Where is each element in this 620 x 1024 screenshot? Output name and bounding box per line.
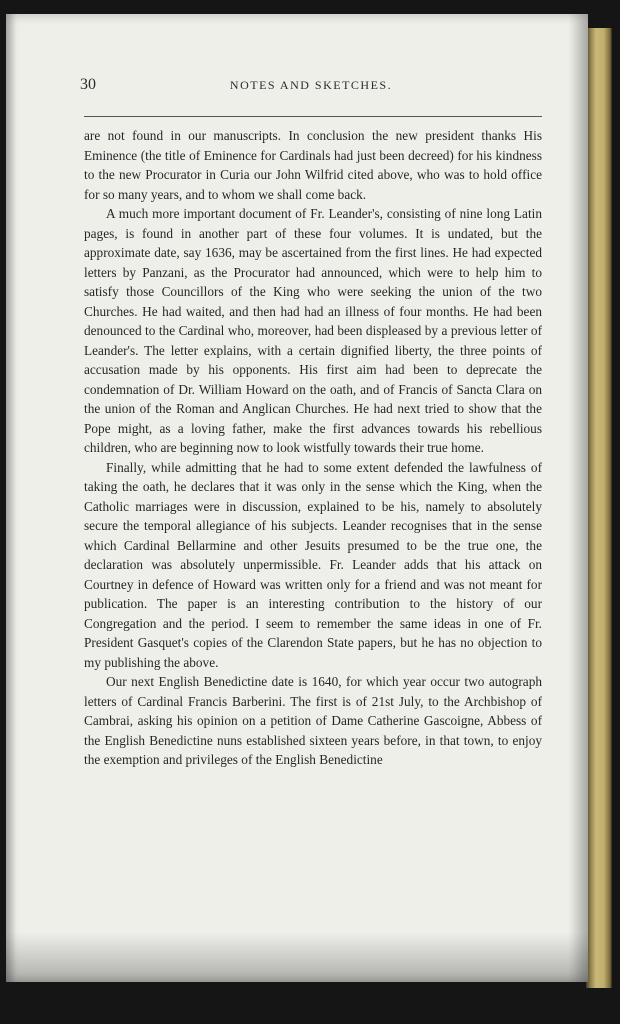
page-bottom-shadow xyxy=(6,932,588,982)
page-number: 30 xyxy=(80,76,96,93)
book-page-edges xyxy=(586,28,612,988)
paragraph: are not found in our manuscripts. In conclusion the new president thanks His Eminence (the title of Eminence for Cardinals had just been decreed) for his kindness to the new Procurator in Curia our John Wilfrid cited above, who was to hold office for so many years, and to whom we shall come back. xyxy=(84,128,542,202)
body-text xyxy=(84,126,542,770)
gutter-shadow xyxy=(6,14,16,982)
page-edge-shadow xyxy=(568,14,588,982)
paragraph: Finally, while admitting that he had to some extent defended the lawfulness of taking the oath, he declares that it was only in the sense which the King, when the Catholic marriages were in discussion, explained to be his, namely to absolutely secure the temporal allegiance of his subjects. Leander recognises that in the sense which Cardinal Bellarmine and other Jesuits presumed to be the true one, the declaration was absolutely unpermissible. Fr. Leander adds that his attack on Courtney in defence of Howard was written only for a friend and was not meant for publication. The paper is an interesting contribution to the history of our Congregation and the period. I seem to remember the same ideas in one of Fr. President Gasquet's copies of the Clarendon State papers, but he has no objection to my publishing the above. xyxy=(84,459,542,670)
header-rule xyxy=(84,116,542,117)
page-header xyxy=(80,76,542,98)
paragraph: Our next English Benedictine date is 1640, for which year occur two autograph letters of Cardinal Francis Barberini. The first is of 21st July, to the Archbishop of Cambrai, asking his opinion on a petition of Dame Catherine Gascoigne, Abbess of the English Benedictine nuns established sixteen years before, in that town, to enjoy the exemption and privileges of the English Benedictine xyxy=(84,674,542,767)
paragraph: A much more important document of Fr. Leander's, consisting of nine long Latin pages, is found in another part of these four volumes. It is undated, but the approximate date, say 1636, may be ascertained from the first lines. He had expected letters by Panzani, as the Procurator had announced, which were to help him to satisfy those Councillors of the King who were seeking the union of the two Churches. He had waited, and then had had an illness of four months. He had been denounced to the Cardinal who, moreover, had been displeased by a previous letter of Leander's. The letter explains, with a certain dignified liberty, the three points of accusation made by his opponents. His first aim had been to deprecate the condemnation of Dr. William Howard on the oath, and of Francis of Sancta Clara on the union of the Roman and Anglican Churches. He had next tried to show that the Pope might, as a loving father, make the first advances towards his rebellious children, who are beginning now to look wistfully towards their true home. xyxy=(84,206,542,455)
running-head: NOTES AND SKETCHES. xyxy=(229,78,393,92)
